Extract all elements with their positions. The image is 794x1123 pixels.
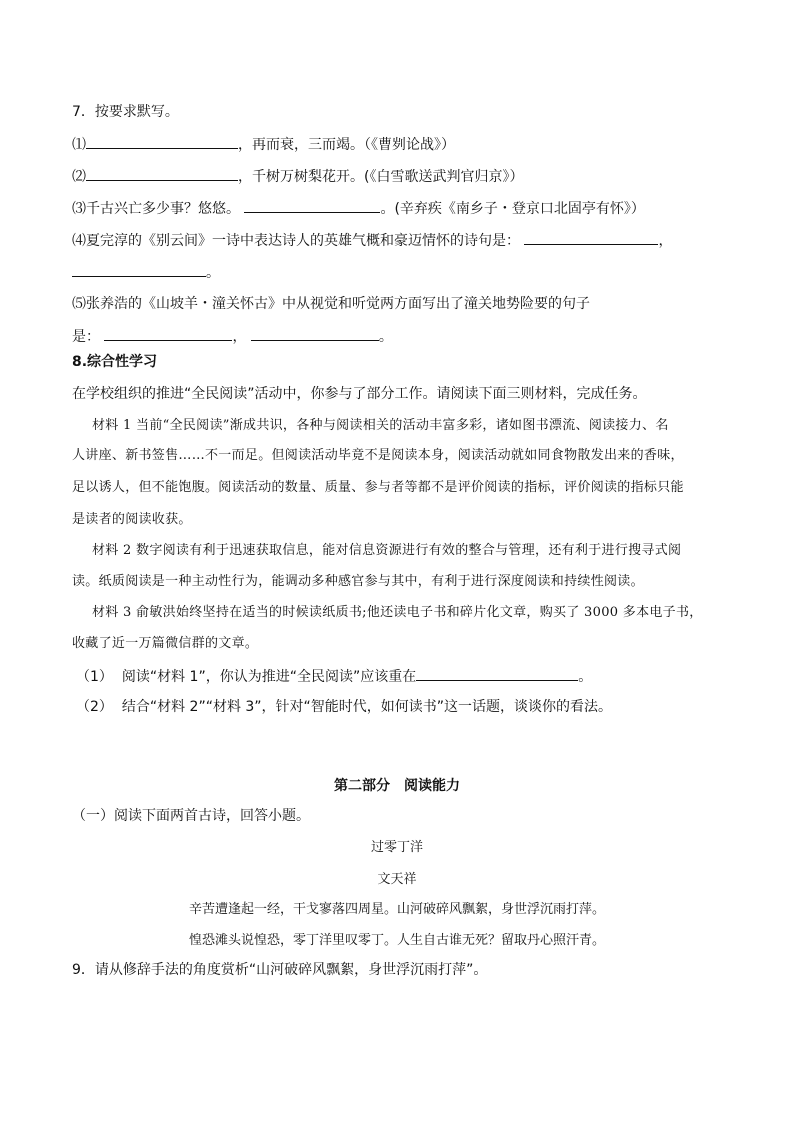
task-text: 阅读“材料 1”，你认为推进“全民阅读”应该重在: [121, 669, 417, 685]
answer-blank[interactable]: [72, 262, 206, 277]
material-text: 材料 3 俞敏洪始终坚持在适当的时候读纸质书;他还读电子书和碎片化文章，购买了 3000 多本电子书，: [92, 605, 703, 620]
material1-line: [92, 416, 669, 436]
q7-item-1: [72, 134, 455, 155]
q7-item-3: [72, 198, 645, 219]
item-text: ，千树万树梨花开。(《白雪歌送武判官归京》）: [238, 169, 524, 185]
answer-blank[interactable]: [86, 134, 238, 149]
q9-text: 9．请从修辞手法的角度赏析“山河破碎风飘絮，身世浮沉雨打萍”。: [72, 962, 488, 978]
answer-blank[interactable]: [244, 198, 380, 213]
q7-item-5-cont: [72, 326, 393, 347]
task-number: （1）: [76, 669, 113, 685]
part2-heading-text: 第二部分 阅读能力: [334, 778, 460, 794]
answer-blank[interactable]: [416, 666, 578, 681]
material-text: 材料 1 当前“全民阅读”渐成共识，各种与阅读相关的活动丰富多彩，诸如图书漂流、阅读接力、名: [92, 418, 669, 433]
answer-blank[interactable]: [251, 326, 379, 341]
item-number: ⑸: [72, 296, 86, 312]
poem-line: [0, 900, 794, 920]
material1-line: [72, 478, 684, 498]
section1-text: （一）阅读下面两首古诗，回答小题。: [72, 808, 310, 824]
poem-line-text: 辛苦遭逢起一经，干戈寥落四周星。山河破碎风飘絮，身世浮沉雨打萍。: [188, 902, 605, 917]
material-text: 材料 2 数字阅读有利于迅速获取信息，能对信息资源进行有效的整合与管理，还有利于进行搜寻式阅: [92, 543, 682, 558]
material1-line: [72, 446, 684, 466]
q9: [72, 960, 487, 980]
material-text: 收藏了近一万篇微信群的文章。: [72, 636, 259, 651]
item-text: 。: [378, 329, 393, 345]
q8-intro: [72, 384, 647, 404]
task-text: 结合“材料 2”“材料 3”，针对“智能时代，如何读书”这一话题，谈谈你的看法。: [121, 699, 613, 715]
item-text: 。(辛弃疾《南乡子・登京口北固亭有怀》）: [380, 201, 645, 217]
q7-title-text: 7．按要求默写。: [72, 104, 179, 120]
item-text: 。: [206, 265, 220, 281]
task-text: 。: [578, 669, 593, 685]
material3-line: [92, 603, 703, 623]
q8-task-1: [76, 666, 592, 687]
answer-blank[interactable]: [524, 230, 658, 245]
item-number: ⑶: [72, 201, 86, 217]
task-number: （2）: [76, 699, 113, 715]
item-text: ，: [658, 233, 673, 249]
q7-title: [72, 102, 179, 122]
item-text: 是：: [72, 329, 100, 345]
q8-title: [72, 352, 157, 372]
item-number: ⑷: [72, 233, 86, 249]
q8-intro-text: 在学校组织的推进“全民阅读”活动中，你参与了部分工作。请阅读下面三则材料，完成任务。: [72, 386, 647, 402]
material-text: 足以诱人，但不能饱腹。阅读活动的数量、质量、参与者等都不是评价阅读的指标，评价阅读的指标只能: [72, 480, 684, 495]
item-text: 千古兴亡多少事？悠悠。: [86, 201, 240, 217]
item-text: ，再而衰，三而竭。（《曹刿论战》）: [238, 137, 455, 153]
poem-title: [0, 838, 794, 858]
poem-line-text: 惶恐滩头说惶恐，零丁洋里叹零丁。人生自古谁无死？留取丹心照汗青。: [188, 933, 605, 948]
q7-item-2: [72, 166, 523, 187]
material-text: 人讲座、新书签售……不一而足。但阅读活动毕竟不是阅读本身，阅读活动就如同食物散发出来的香味，: [72, 448, 684, 463]
part2-heading: [0, 776, 794, 796]
answer-blank[interactable]: [86, 166, 238, 181]
q7-item-4: [72, 230, 672, 251]
answer-blank[interactable]: [104, 326, 232, 341]
material3-line: [72, 634, 258, 654]
poem-title-text: 过零丁洋: [370, 840, 423, 855]
material2-line: [72, 572, 644, 592]
section1-intro: [72, 806, 310, 826]
q8-task-2: [76, 697, 612, 717]
item-number: ⑵: [72, 169, 86, 185]
poem-author: [0, 870, 794, 890]
material1-line: [72, 510, 192, 530]
material2-line: [92, 541, 681, 561]
poem-line: [0, 931, 794, 951]
item-text: ，: [232, 329, 247, 345]
q8-title-text: 8.综合性学习: [72, 354, 158, 370]
item-text: 夏完淳的《别云间》一诗中表达诗人的英雄气概和豪迈情怀的诗句是：: [86, 233, 520, 249]
item-text: 张养浩的《山坡羊・潼关怀古》中从视觉和听觉两方面写出了潼关地势险要的句子: [86, 296, 590, 312]
item-number: ⑴: [72, 137, 86, 153]
poem-author-text: 文天祥: [377, 872, 417, 887]
material-text: 读。纸质阅读是一种主动性行为，能调动多种感官参与其中，有利于进行深度阅读和持续性阅读。: [72, 574, 644, 589]
material-text: 是读者的阅读收获。: [72, 512, 192, 527]
q7-item-4-cont: [72, 262, 220, 283]
q7-item-5: [72, 294, 590, 314]
